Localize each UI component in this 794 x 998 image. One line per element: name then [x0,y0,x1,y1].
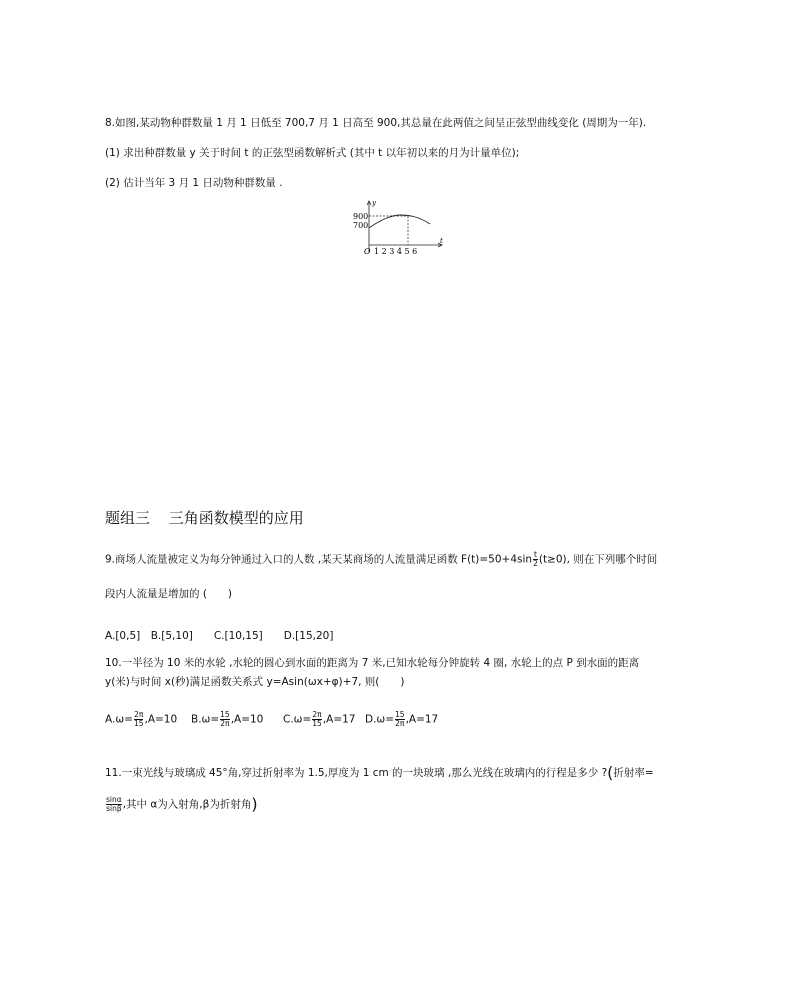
q9-line1 [105,551,657,568]
q9-fraction [533,551,538,568]
q10-line1: 10.一半径为 10 米的水轮 ,水轮的圆心到水面的距离为 7 米,已知水轮每分钟旋转 4 圈, 水轮上的点 P 到水面的距离 [105,657,640,669]
section-heading [105,507,304,528]
q10-option-a: A.ω= $\frac{2\pi}{15}$ ,A=10 [105,710,178,728]
q9-text-b: (t≥0), 则在下列哪个时间 [538,553,658,566]
q10-option-c: C.ω= $\frac{2\pi}{15}$ ,A=17 [283,710,356,728]
x-tick-labels: 1 2 3 4 5 6 [374,247,418,256]
section-title: 三角函数模型的应用 [168,509,304,527]
q9-frac-num: t [533,550,537,559]
q10-options [105,711,438,728]
y-tick-700: 700 [353,221,369,230]
origin-label: O [364,247,371,256]
q9-options: A.[0,5] B.[5,10] C.[10,15] D.[15,20] [105,630,334,642]
q9-frac-den: 2 [533,559,538,568]
q8-figure [350,198,450,260]
q8-part1: (1) 求出种群数量 y 关于时间 t 的正弦型函数解析式 (其中 t 以年初以来的月为计量单位); [105,147,520,159]
q11-fraction: $\frac{\sin\alpha}{\sin\beta}$ [106,795,122,813]
y-axis-label: y [372,199,376,207]
x-axis-label: t [440,237,443,245]
q11-line1: 11.一束光线与玻璃成 45°角,穿过折射率为 1.5,厚度为 1 cm 的一块玻璃 ,那么光线在玻璃内的行程是多少 ?(折射率= [105,763,654,782]
y-tick-900: 900 [353,212,369,221]
q10-option-d: D.ω= $\frac{15}{2\pi}$ ,A=17 [365,710,439,728]
q8-stem: 8.如图,某动物种群数量 1 月 1 日低至 700,7 月 1 日高至 900,其总量在此两值之间呈正弦型曲线变化 (周期为一年). [105,117,647,129]
q9-text-a: 9.商场人流量被定义为每分钟通过入口的人数 ,某天某商场的人流量满足函数 F(t)=50+4sin [105,553,533,566]
section-tag: 题组三 [105,509,151,527]
sine-curve [369,215,430,228]
q9-line2: 段内人流量是增加的 ( ) [105,588,233,600]
q11-line2: $\frac{\sin\alpha}{\sin\beta}$ ,其中 α为入射角,β为折射角) [106,794,258,814]
q8-part2: (2) 估计当年 3 月 1 日动物种群数量 . [105,177,283,189]
q10-option-b: B.ω= $\frac{15}{2\pi}$ ,A=10 [191,710,264,728]
q10-line2: y(米)与时间 x(秒)满足函数关系式 y=Asin(ωx+φ)+7, 则( ) [105,676,405,688]
